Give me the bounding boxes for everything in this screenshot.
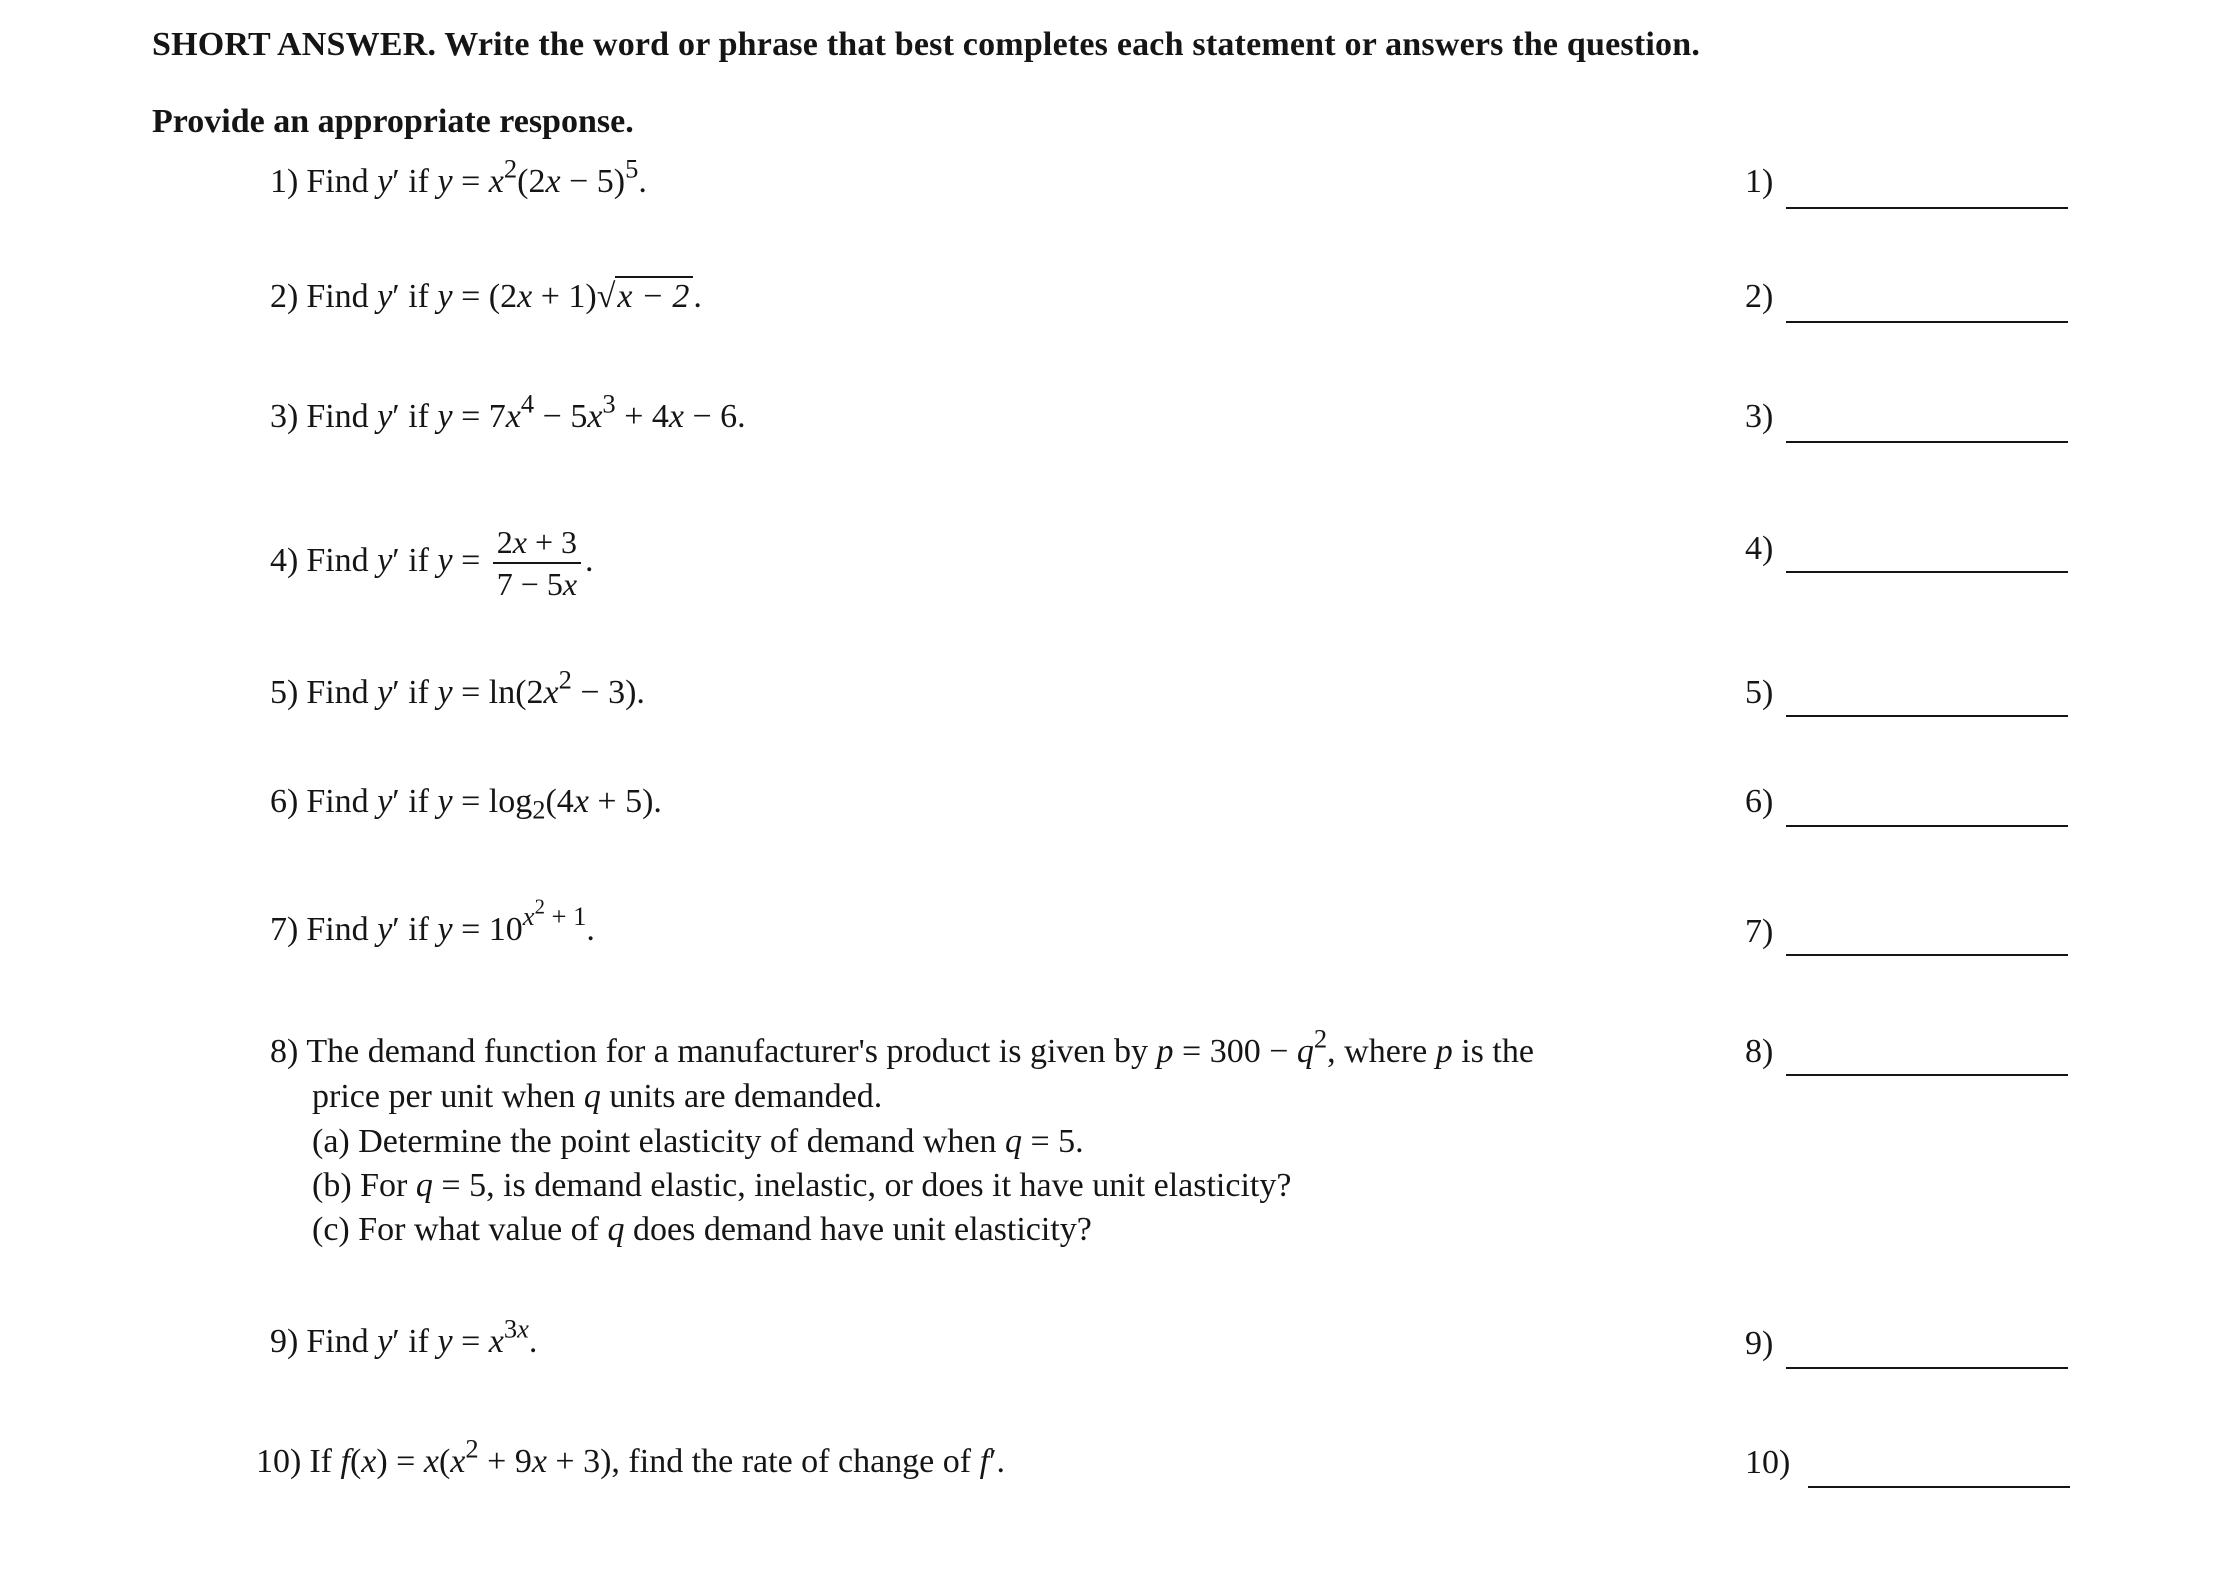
question-text: The demand function for a manufacturer's product is given by	[306, 1033, 1149, 1070]
question-number: 2)	[270, 278, 299, 315]
condition: q = 5	[415, 1167, 487, 1204]
question-9	[270, 1313, 538, 1364]
question-10	[256, 1433, 1005, 1484]
answer-blank-3[interactable]	[1786, 441, 2068, 443]
question-expression: y′ if $y = \ln(2x^2 - 3)$.	[377, 664, 645, 711]
question-number: 5)	[270, 674, 299, 711]
question-suffix: , find the rate of change of	[611, 1443, 972, 1480]
answer-label-6: 6)	[1745, 783, 1774, 820]
answer-blank-4[interactable]	[1786, 571, 2068, 573]
question-4	[270, 522, 594, 604]
question-prefix: Find	[306, 278, 378, 315]
answer-label-3: 3)	[1745, 398, 1774, 435]
answer-blank-6[interactable]	[1786, 825, 2068, 827]
question-8: 8) The demand function for a manufacturer's product is given by $p = 300 - q^2$, where p is the	[270, 1023, 1534, 1070]
answer-label-10: 10)	[1745, 1444, 1791, 1481]
question-5	[270, 664, 645, 715]
fraction: $\frac{2x + 3}{7 - 5x}$	[493, 522, 581, 604]
answer-blank-1[interactable]	[1786, 207, 2068, 209]
answer-blank-5[interactable]	[1786, 715, 2068, 717]
question-number: 4)	[270, 541, 299, 579]
question-text-cont: , where	[1327, 1033, 1428, 1070]
question-number: 1)	[270, 163, 299, 200]
question-number: 9)	[270, 1323, 299, 1360]
question-6	[270, 780, 662, 824]
answer-blank-8[interactable]	[1786, 1074, 2068, 1076]
part-b-text: (b) For	[312, 1167, 408, 1204]
part-b-text-cont: , is demand elastic, inelastic, or does it have unit elasticity?	[486, 1167, 1292, 1204]
question-expression: y′ if y = $\frac{2x + 3}{7 - 5x}$ .	[377, 524, 594, 602]
question-prefix: Find	[306, 1323, 378, 1360]
answer-label-9: 9)	[1745, 1325, 1774, 1362]
answer-blank-9[interactable]	[1786, 1367, 2068, 1369]
answer-label-5: 5)	[1745, 674, 1774, 711]
section-header: SHORT ANSWER. Write the word or phrase that best completes each statement or answers the question.	[152, 26, 1701, 63]
question-number: 10)	[256, 1443, 302, 1480]
condition: q = 5.	[1004, 1123, 1084, 1160]
answer-blank-10[interactable]	[1808, 1486, 2070, 1488]
question-prefix: If	[309, 1443, 341, 1480]
question-expression: $f(x) = x(x^2 + 9x + 3)$	[340, 1433, 612, 1480]
question-prefix: Find	[306, 541, 378, 579]
question-expression: y′ if $y = 7x^4 - 5x^3 + 4x - 6$.	[377, 388, 746, 435]
part-a-text: (a) Determine the point elasticity of demand when	[312, 1123, 997, 1160]
part-c-text-cont: does demand have unit elasticity?	[633, 1211, 1092, 1248]
question-prefix: Find	[306, 783, 378, 820]
part-c-text: (c) For what value of	[312, 1211, 600, 1248]
demand-equation: $p = 300 - q^2$	[1156, 1023, 1328, 1070]
question-number: 8)	[270, 1033, 299, 1070]
question-3	[270, 388, 746, 439]
question-expression: y′ if $y = x^2(2x - 5)^5$.	[377, 153, 647, 200]
question-8-part-b	[312, 1164, 1291, 1208]
question-number: 6)	[270, 783, 299, 820]
question-text-cont: units are demanded.	[609, 1078, 883, 1115]
question-2	[270, 275, 702, 319]
answer-label-1: 1)	[1745, 163, 1774, 200]
question-expression: y′ if $y = x^{3x}$.	[377, 1313, 538, 1360]
question-prefix: Find	[306, 163, 378, 200]
question-text: price per unit when	[312, 1078, 576, 1115]
question-text-tail: is the	[1461, 1033, 1534, 1070]
question-number: 3)	[270, 398, 299, 435]
answer-blank-7[interactable]	[1786, 954, 2068, 956]
question-7	[270, 897, 595, 952]
question-8-line-2: price per unit when q units are demanded.	[312, 1078, 883, 1115]
question-prefix: Find	[306, 674, 378, 711]
answer-label-8: 8)	[1745, 1033, 1774, 1070]
question-expression: y′ if y = (2x + 1)√x − 2 .	[377, 278, 702, 315]
function-symbol: f′.	[979, 1443, 1005, 1480]
question-8-part-a	[312, 1120, 1084, 1164]
answer-blank-2[interactable]	[1786, 321, 2068, 323]
question-prefix: Find	[306, 911, 378, 948]
question-number: 7)	[270, 911, 299, 948]
question-prefix: Find	[306, 398, 378, 435]
answer-label-2: 2)	[1745, 278, 1774, 315]
question-8-part-c: (c) For what value of q does demand have unit elasticity?	[312, 1211, 1092, 1248]
answer-label-7: 7)	[1745, 913, 1774, 950]
question-expression: y′ if $y = \log_2(4x + 5)$.	[377, 783, 662, 825]
instruction-text: Provide an appropriate response.	[152, 103, 634, 140]
question-1	[270, 153, 647, 204]
answer-label-4: 4)	[1745, 530, 1774, 567]
question-expression: y′ if $y = 10^{x^2 + 1}$.	[377, 897, 595, 948]
